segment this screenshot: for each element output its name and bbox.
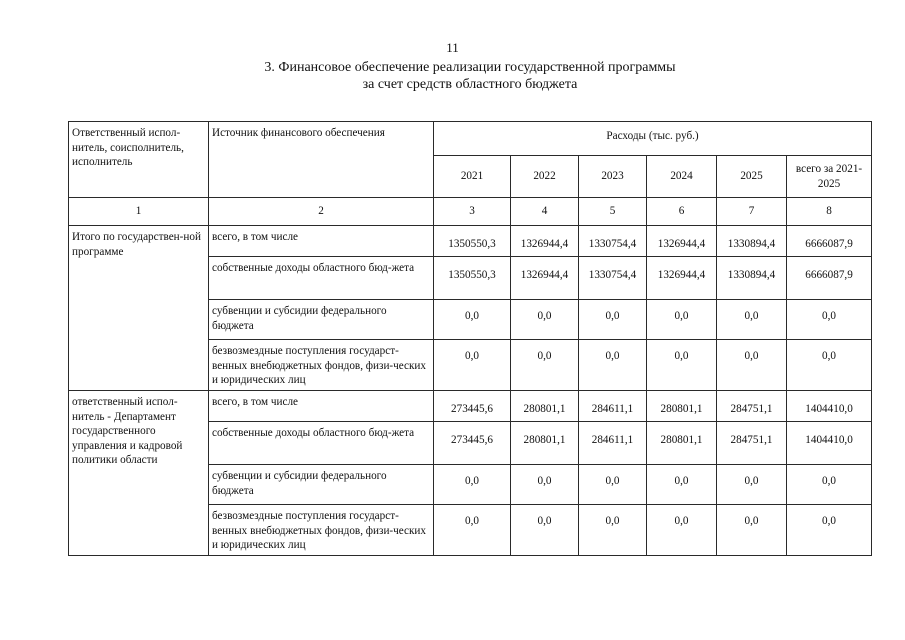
- value-cell: 0,0: [434, 465, 511, 505]
- value-cell: 0,0: [647, 465, 717, 505]
- value-cell: 0,0: [434, 340, 511, 391]
- column-number: 3: [434, 198, 511, 226]
- table-row: [69, 226, 872, 257]
- source-cell: собственные доходы областного бюд-жета: [209, 257, 434, 300]
- column-number: 5: [579, 198, 647, 226]
- column-number: 1: [69, 198, 209, 226]
- value-cell: 280801,1: [511, 391, 579, 422]
- value-cell: 0,0: [647, 340, 717, 391]
- source-cell: собственные доходы областного бюд-жета: [209, 422, 434, 465]
- value-cell: 1350550,3: [434, 226, 511, 257]
- table-row: [69, 391, 872, 422]
- total-value-cell: 0,0: [787, 340, 872, 391]
- source-cell: безвозмездные поступления государст-венных внебюджетных фондов, физи-ческих и юридических лиц: [209, 505, 434, 556]
- heading-line-1: 3. Финансовое обеспечение реализации государственной программы: [264, 60, 676, 75]
- value-cell: 284611,1: [579, 422, 647, 465]
- column-number: 7: [717, 198, 787, 226]
- header-year: 2025: [717, 156, 787, 198]
- header-responsible: Ответственный испол-нитель, соисполнитель, исполнитель: [69, 122, 209, 198]
- value-cell: 280801,1: [647, 391, 717, 422]
- total-value-cell: 0,0: [787, 300, 872, 340]
- column-number: 6: [647, 198, 717, 226]
- value-cell: 0,0: [579, 300, 647, 340]
- value-cell: 0,0: [434, 300, 511, 340]
- source-cell: всего, в том числе: [209, 226, 434, 257]
- value-cell: 273445,6: [434, 391, 511, 422]
- value-cell: 0,0: [579, 465, 647, 505]
- column-number: 8: [787, 198, 872, 226]
- section-heading: [0, 59, 905, 93]
- value-cell: 0,0: [647, 505, 717, 556]
- value-cell: 0,0: [647, 300, 717, 340]
- value-cell: 0,0: [717, 505, 787, 556]
- value-cell: 273445,6: [434, 422, 511, 465]
- total-value-cell: 6666087,9: [787, 226, 872, 257]
- responsible-cell: Итого по государствен-ной программе: [69, 226, 209, 391]
- value-cell: 0,0: [717, 340, 787, 391]
- source-cell: всего, в том числе: [209, 391, 434, 422]
- column-number: 2: [209, 198, 434, 226]
- value-cell: 284751,1: [717, 422, 787, 465]
- value-cell: 1326944,4: [511, 257, 579, 300]
- header-row-1: [69, 122, 872, 156]
- value-cell: 0,0: [511, 300, 579, 340]
- value-cell: 1330754,4: [579, 257, 647, 300]
- financing-table: [68, 121, 872, 556]
- total-value-cell: 1404410,0: [787, 422, 872, 465]
- header-expenses: Расходы (тыс. руб.): [434, 122, 872, 156]
- column-number: 4: [511, 198, 579, 226]
- total-value-cell: 0,0: [787, 465, 872, 505]
- value-cell: 1330894,4: [717, 257, 787, 300]
- value-cell: 1350550,3: [434, 257, 511, 300]
- value-cell: 1326944,4: [647, 257, 717, 300]
- value-cell: 284751,1: [717, 391, 787, 422]
- header-year: 2023: [579, 156, 647, 198]
- header-total: всего за 2021-2025: [787, 156, 872, 198]
- header-year: 2024: [647, 156, 717, 198]
- total-value-cell: 6666087,9: [787, 257, 872, 300]
- header-source: Источник финансового обеспечения: [209, 122, 434, 198]
- value-cell: 284611,1: [579, 391, 647, 422]
- page-number: 11: [446, 40, 459, 55]
- heading-line-2: за счет средств областного бюджета: [362, 77, 578, 92]
- value-cell: 1330894,4: [717, 226, 787, 257]
- value-cell: 280801,1: [511, 422, 579, 465]
- value-cell: 0,0: [717, 300, 787, 340]
- responsible-cell: ответственный испол-нитель - Департамент государственного управления и кадровой политики области: [69, 391, 209, 556]
- value-cell: 0,0: [579, 340, 647, 391]
- source-cell: субвенции и субсидии федерального бюджета: [209, 300, 434, 340]
- value-cell: 0,0: [511, 465, 579, 505]
- value-cell: 1330754,4: [579, 226, 647, 257]
- header-year: 2021: [434, 156, 511, 198]
- value-cell: 0,0: [511, 340, 579, 391]
- total-value-cell: 1404410,0: [787, 391, 872, 422]
- value-cell: 0,0: [579, 505, 647, 556]
- value-cell: 1326944,4: [511, 226, 579, 257]
- value-cell: 0,0: [717, 465, 787, 505]
- source-cell: субвенции и субсидии федерального бюджета: [209, 465, 434, 505]
- source-cell: безвозмездные поступления государст-венных внебюджетных фондов, физи-ческих и юридических лиц: [209, 340, 434, 391]
- total-value-cell: 0,0: [787, 505, 872, 556]
- value-cell: 0,0: [511, 505, 579, 556]
- value-cell: 0,0: [434, 505, 511, 556]
- value-cell: 1326944,4: [647, 226, 717, 257]
- header-year: 2022: [511, 156, 579, 198]
- value-cell: 280801,1: [647, 422, 717, 465]
- column-number-row: [69, 198, 872, 226]
